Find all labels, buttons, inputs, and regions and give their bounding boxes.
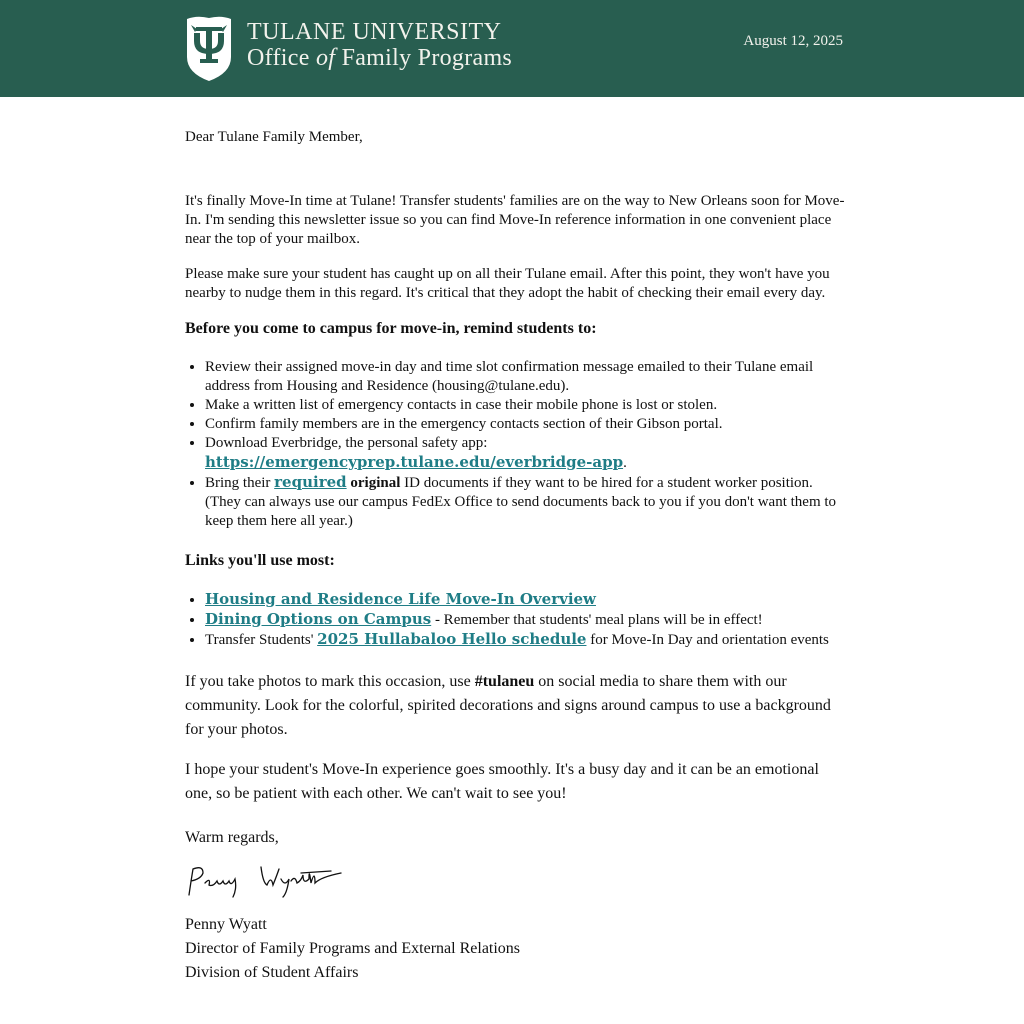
signer-title: Director of Family Programs and External Relations [185, 940, 521, 957]
list-item-text: - Remember that students' meal plans will be in effect! [431, 612, 763, 628]
handwritten-signature-icon [185, 861, 345, 901]
tulane-shield-logo-icon [185, 15, 233, 82]
university-name: TULANE UNIVERSITY [247, 19, 502, 45]
list-item: • Confirm family members are in the emergency contacts section of their Gibson portal. [205, 415, 845, 434]
newsletter-date: August 12, 2025 [743, 33, 843, 49]
list-item-text: ID documents if they want to be hired for a student worker position. (They can always use our campus FedEx Office to send documents back to you if you don't want them to keep them here all year.) [205, 475, 837, 529]
brand-wordmark [247, 19, 512, 71]
links-heading: Links you'll use most: [185, 552, 335, 569]
links-list [185, 590, 845, 650]
list-item: • Make a written list of emergency contacts in case their mobile phone is lost or stolen. [205, 396, 845, 415]
newsletter-header [0, 0, 1024, 97]
hashtag: #tulaneu [474, 673, 535, 690]
email-paragraph: Please make sure your student has caught up on all their Tulane email. After this point, they won't have you nearby to nudge them in this regard. It's critical that they adopt the habit of checking their email every day. [185, 266, 830, 301]
intro-paragraph: It's finally Move-In time at Tulane! Transfer students' families are on the way to New Orleans soon for Move-In. I'm sending this newsletter issue so you can find Move-In reference information in one convenient place near the top of your mailbox. [185, 193, 845, 247]
list-item-text: . [623, 455, 627, 471]
photos-text: If you take photos to mark this occasion, use [185, 673, 475, 690]
list-item [205, 434, 845, 473]
photos-text: on social media to share them with our community. Look for the colorful, spirited decorations and signs around campus to use a background for your photos. [185, 673, 831, 738]
remind-list [185, 358, 845, 531]
everbridge-link[interactable]: https://emergencyprep.tulane.edu/everbridge-app [205, 453, 624, 471]
required-documents-link[interactable]: required [274, 473, 347, 491]
original-emphasis: original [350, 475, 401, 491]
remind-heading: Before you come to campus for move-in, remind students to: [185, 320, 597, 337]
list-item-text: Bring their [205, 475, 271, 491]
closing-paragraph: I hope your student's Move-In experience goes smoothly. It's a busy day and it can be an emotional one, so be patient with each other. We can't wait to see you! [185, 761, 819, 802]
housing-overview-link[interactable]: Housing and Residence Life Move-In Overview [205, 590, 596, 608]
hullabaloo-schedule-link[interactable]: 2025 Hullabaloo Hello schedule [317, 630, 587, 648]
office-word: Office [247, 45, 310, 71]
office-of-word: of [315, 45, 336, 71]
office-name [247, 45, 512, 71]
sign-off: Warm regards, [185, 829, 279, 846]
newsletter-body [185, 128, 845, 985]
list-item [205, 610, 845, 630]
list-item: • Review their assigned move-in day and time slot confirmation message emailed to their Tulane email address from Housing and Residence (housing@tulane.edu). [205, 358, 845, 396]
signature-block [185, 913, 845, 985]
greeting: Dear Tulane Family Member, [185, 129, 363, 145]
list-item [205, 473, 845, 531]
list-item-text: Download Everbridge, the personal safety app: [205, 435, 488, 451]
list-item-text: for Move-In Day and orientation events [586, 632, 829, 648]
list-item-text: Transfer Students' [205, 632, 318, 648]
list-item [205, 630, 845, 650]
photos-paragraph [185, 670, 845, 742]
family-programs-word: Family Programs [341, 45, 513, 71]
signer-division: Division of Student Affairs [185, 964, 359, 981]
list-item [205, 590, 845, 610]
dining-options-link[interactable]: Dining Options on Campus [205, 610, 432, 628]
signer-name: Penny Wyatt [185, 916, 267, 933]
